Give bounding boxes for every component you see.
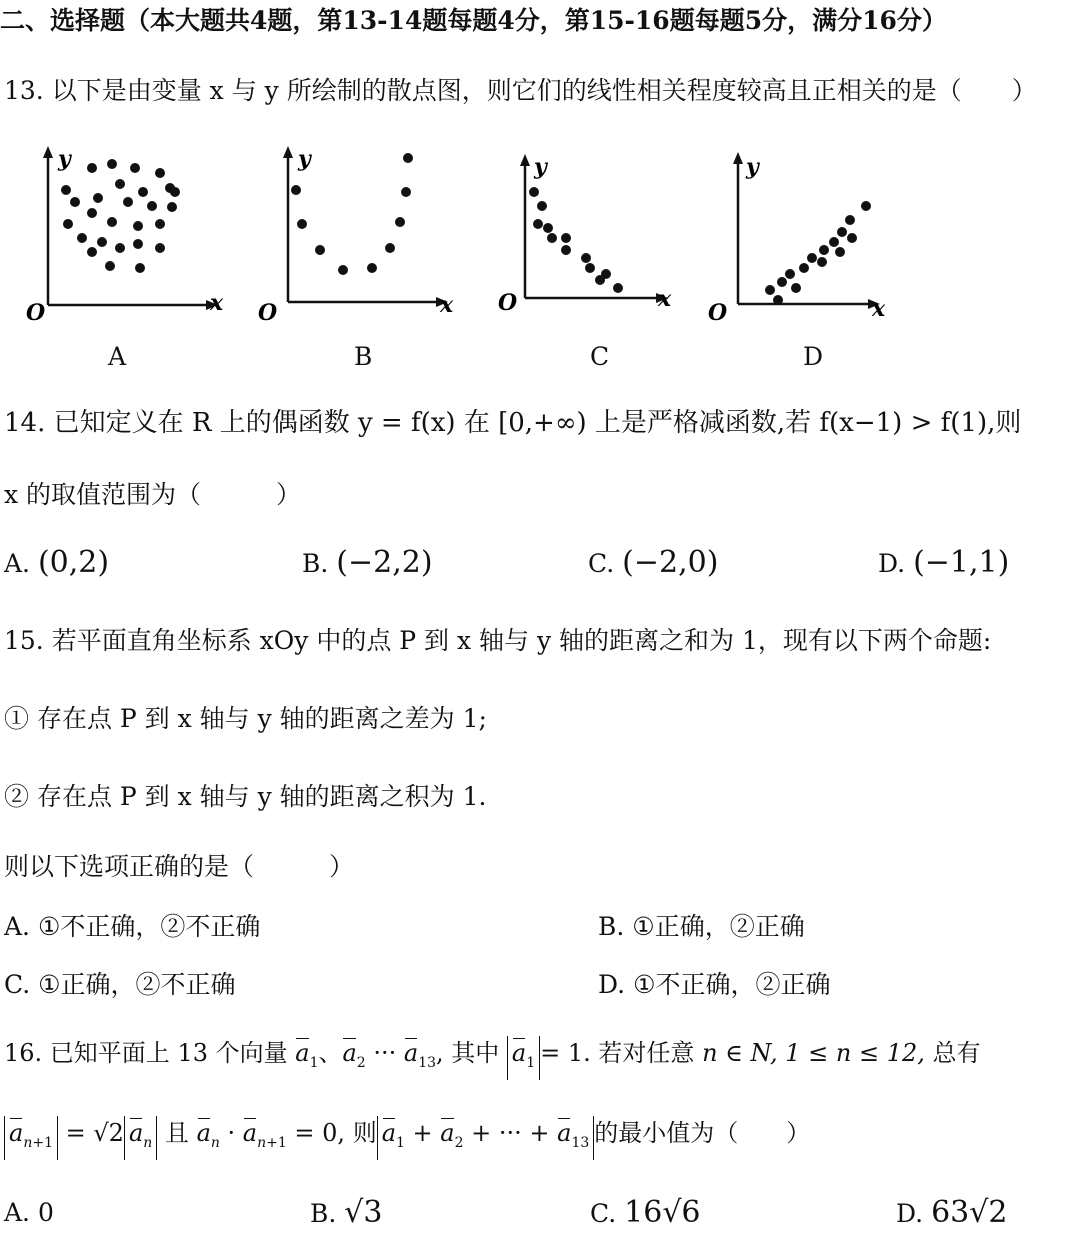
option-value: (0,2) [37,545,110,580]
option-key: C. [4,970,31,999]
q15-option-c [4,968,236,1002]
svg-text:x: x [210,290,224,316]
abs-a1: $a_1$ [507,1036,540,1080]
scatter-label-c: C [590,342,610,371]
option-value: ①正确，②不正确 [38,970,236,999]
q15-option-b [598,910,805,944]
option-value: ①不正确，②正确 [633,970,831,999]
scatter-plot-b [250,140,460,330]
option-key: B. [302,549,329,578]
option-key: C. [588,549,615,578]
svg-text:O: O [498,290,518,316]
abs-a-n-plus-1: $a_{n+1}$ [4,1116,58,1160]
q16-option-c [590,1196,701,1231]
svg-text:x: x [440,292,454,318]
q15-option-d [598,968,830,1002]
svg-text:y: y [58,146,71,172]
scatter-plot-a [20,140,230,330]
vector-list: $a_1$、$a_2$ ··· $a_{13}$ [295,1039,436,1067]
q16-text-l2a: = √2 [65,1119,124,1147]
q16-text-l2c: = 0, 则 [294,1119,377,1147]
q14-option-c [588,546,718,581]
q14-stem-line2: x 的取值范围为（ ） [4,480,302,509]
option-value: ①不正确，②不正确 [37,912,261,941]
scatter-plot-c [490,140,700,330]
option-value: √3 [344,1195,383,1230]
svg-text:O: O [708,300,728,326]
option-key: D. [878,549,906,578]
option-value: 0 [37,1198,54,1227]
q16-text-e: 总有 [932,1039,981,1067]
q15-proposition-2: ② 存在点 P 到 x 轴与 y 轴的距离之积为 1. [4,782,487,811]
q15-ask: 则以下选项正确的是（ ） [4,852,355,881]
svg-text:x: x [872,296,886,322]
option-key: A. [4,549,31,578]
scatter-plot-d [700,140,910,330]
option-key: C. [590,1199,617,1228]
option-key: A. [4,912,31,941]
q16-stem-line2 [4,1116,810,1160]
option-value: (−2,0) [622,545,719,580]
q14-stem-line1: 14. 已知定义在 R 上的偶函数 y = f(x) 在 [0,+∞) 上是严格减函数,若 f(x−1) > f(1),则 [4,408,1022,438]
q15-stem: 15. 若平面直角坐标系 xOy 中的点 P 到 x 轴与 y 轴的距离之和为 1，现有以下两个命题: [4,626,992,655]
q16-text-l2b: 且 [164,1119,189,1147]
q16-option-a [4,1196,54,1230]
svg-text:O: O [258,300,278,326]
abs-sum: $a_1 + a_2$ + ··· + $a_{13}$ [377,1116,595,1160]
svg-text:x: x [658,286,672,312]
q16-number: 16. [4,1039,43,1067]
q16-option-b [310,1196,382,1231]
svg-text:y: y [746,154,759,180]
q16-text-b: , 其中 [436,1039,500,1067]
svg-text:y: y [298,146,311,172]
scatter-label-a: A [108,342,127,371]
option-key: D. [598,970,626,999]
q15-proposition-1: ① 存在点 P 到 x 轴与 y 轴的距离之差为 1; [4,704,487,733]
scatter-label-b: B [354,342,373,371]
q16-condition: n ∈ N, 1 ≤ n ≤ 12, [702,1039,925,1067]
option-value: ①正确，②正确 [632,912,805,941]
q13-stem: 13. 以下是由变量 x 与 y 所绘制的散点图，则它们的线性相关程度较高且正相关的是（ ） [4,76,1037,105]
option-key: A. [4,1198,31,1227]
svg-text:O: O [26,300,46,326]
option-key: D. [896,1199,924,1228]
option-value: (−2,2) [336,545,433,580]
q16-stem-line1 [4,1036,981,1080]
q14-option-d [878,546,1009,581]
option-key: B. [598,912,625,941]
q14-option-b [302,546,433,581]
q16-text-a: 已知平面上 13 个向量 [49,1039,288,1067]
abs-a-n: $a_n$ [124,1116,157,1160]
q16-option-d [896,1196,1007,1231]
option-value: (−1,1) [913,545,1010,580]
option-value: 63√2 [931,1195,1008,1230]
svg-text:y: y [534,154,547,180]
option-value: 16√6 [624,1195,701,1230]
q16-text-c: = 1. 若对任意 [540,1039,695,1067]
q14-option-a [4,546,109,581]
q16-text-l2d: 的最小值为（ ） [594,1119,811,1147]
option-key: B. [310,1199,337,1228]
section-title: 二、选择题（本大题共4题，第13-14题每题4分，第15-16题每题5分，满分16分） [0,6,947,35]
dot-product: $a_n \cdot a_{n+1}$ [197,1119,287,1147]
scatter-label-d: D [803,342,824,371]
q15-option-a [4,910,260,944]
